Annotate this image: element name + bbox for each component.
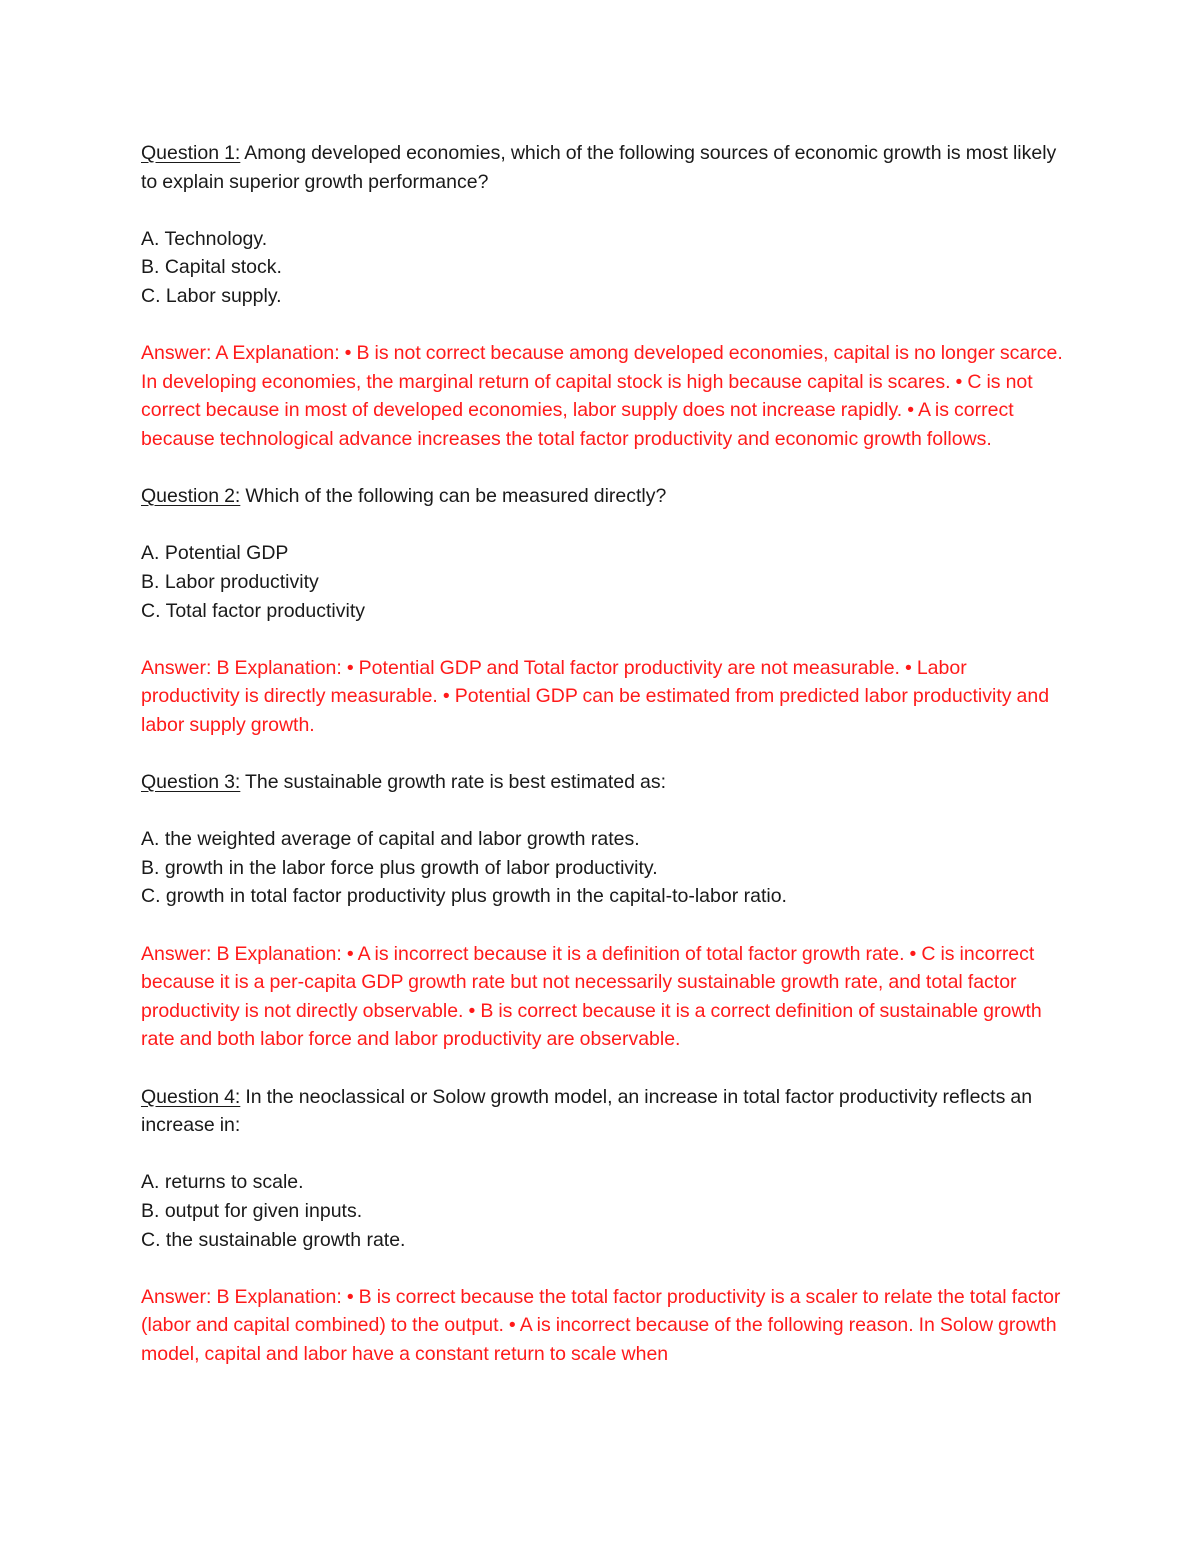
question-1-answer: Answer: A Explanation: • B is not correct because among developed economies, capital is no longer scarce. In developing economies, the marginal return of capital stock is high because capital is scares. • C is not correct because in most of developed economies, labor supply does not increase rapidly. • A is correct because technological advance increases the total factor productivity and economic growth follows. <box>141 342 1063 450</box>
question-2-label: Question 2: <box>141 485 241 508</box>
question-2-option-b: B. Labor productivity <box>141 570 319 593</box>
question-2-answer: Answer: B Explanation: • Potential GDP and Total factor productivity are not measurable. • Labor productivity is directly measurable. • Potential GDP can be estimated from predicted labor productivity and labor supply growth. <box>141 656 1050 736</box>
question-1-text: Among developed economies, which of the following sources of economic growth is most likely to explain superior growth performance? <box>141 142 1057 193</box>
question-3-options <box>141 825 1064 911</box>
question-4-text: In the neoclassical or Solow growth model, an increase in total factor productivity reflects an increase in: <box>141 1085 1033 1137</box>
question-1-option-c: C. Labor supply. <box>141 284 282 307</box>
question-4-answer: Answer: B Explanation: • B is correct because the total factor productivity is a scaler to relate the total factor (labor and capital combined) to the output. • A is incorrect because of the following reason. In Solow growth model, capital and labor have a constant return to scale when <box>141 1285 1061 1365</box>
question-2-option-a: A. Potential GDP <box>141 542 289 565</box>
question-3 <box>141 768 1064 797</box>
question-1-option-a: A. Technology. <box>141 227 268 250</box>
question-3-option-a: A. the weighted average of capital and labor growth rates. <box>141 828 640 851</box>
question-1-label: Question 1: <box>141 142 241 164</box>
question-4-label: Question 4: <box>141 1085 241 1108</box>
question-4 <box>141 1083 1064 1140</box>
question-2-options <box>141 539 1064 625</box>
question-1-option-b: B. Capital stock. <box>141 256 282 279</box>
question-2-text: Which of the following can be measured directly? <box>240 485 667 508</box>
question-2 <box>141 482 1064 511</box>
question-3-option-c: C. growth in total factor productivity plus growth in the capital-to-labor ratio. <box>141 885 787 908</box>
question-3-option-b: B. growth in the labor force plus growth of labor productivity. <box>141 856 658 879</box>
question-4-option-b: B. output for given inputs. <box>141 1199 363 1222</box>
question-4-option-a: A. returns to scale. <box>141 1171 304 1194</box>
question-3-label: Question 3: <box>141 771 241 794</box>
question-1-options <box>141 225 1064 311</box>
question-2-option-c: C. Total factor productivity <box>141 599 365 622</box>
question-4-options <box>141 1168 1064 1254</box>
question-1 <box>141 139 1064 196</box>
question-4-option-c: C. the sustainable growth rate. <box>141 1228 406 1251</box>
question-3-answer: Answer: B Explanation: • A is incorrect because it is a definition of total factor growth rate. • C is incorrect because it is a per-capita GDP growth rate but not necessarily sustainable growth rate, and total factor productivity is not directly observable. • B is correct because it is a correct definition of sustainable growth rate and both labor force and labor productivity are observable. <box>141 942 1042 1051</box>
question-3-text: The sustainable growth rate is best estimated as: <box>240 771 666 794</box>
